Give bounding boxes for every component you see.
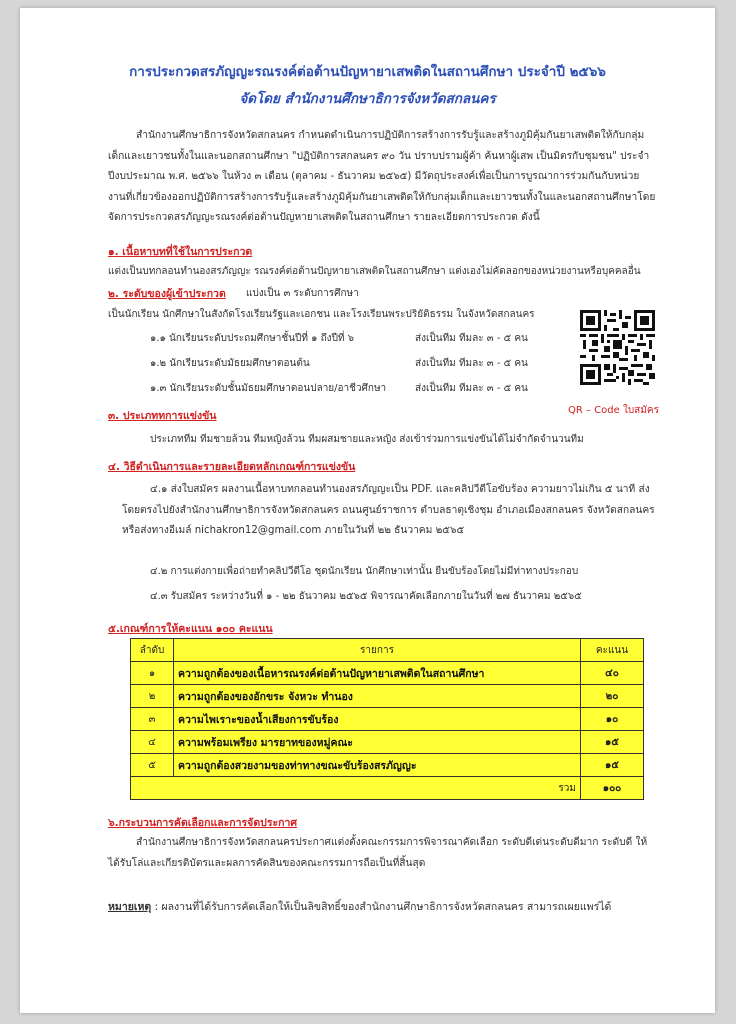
table-total-row <box>131 777 644 800</box>
row-score: ๔๐ <box>581 662 644 685</box>
table-row <box>131 731 644 754</box>
row-item: ความถูกต้องของเนื้อหารณรงค์ต่อต้านปัญหายาเสพติดในสถานศึกษา <box>174 662 581 685</box>
intro-paragraph: สำนักงานศึกษาธิการจังหวัดสกลนคร กำหนดดำเนินการปฏิบัติการสร้างการรับรู้และสร้างภูมิคุ้มกันยาเสพติดให้กับกลุ่มเด็กและเยาวชนทั้งในและนอกสถานศึกษา "ปฏิบัติการสกลนคร ๙๐ วัน ปราบปรามผู้ค้า ค้นหาผู้เสพ เป็นมิตรกับชุมชน" ประจำปีงบประมาณ พ.ศ. ๒๕๖๖ ในห้วง ๓ เดือน (ตุลาคม - ธันวาคม ๒๕๖๕) มีวัตถุประสงค์เพื่อเป็นการบูรณาการร่วมกันกับหน่วยงานที่เกี่ยวข้องออกปฏิบัติการสร้างการรับรู้และสร้างภูมิคุ้มกันยาเสพติดให้กับกลุ่มเด็กและเยาวชนทั้งในและนอกสถานศึกษาโดยจัดการประกวดสรภัญญะรณรงค์ต่อต้านปัญหายาเสพติดในสถานศึกษา รายละเอียดการประกวด ดังนี้ <box>108 130 656 223</box>
level-1-label: ๑.๑ นักเรียนระดับประถมศึกษาชั้นปีที่ ๑ ถึงปีที่ ๖ <box>150 333 355 344</box>
table-row <box>131 708 644 731</box>
note-label: หมายเหตุ <box>108 901 152 913</box>
table-row <box>131 754 644 777</box>
section1-text: แต่งเป็นบทกลอนทำนองสรภัญญะ รณรงค์ต่อต้านปัญหายาเสพติดในสถานศึกษา แต่งเองไม่คัดลอกของหน่วยงานหรือบุคคลอื่น <box>108 266 641 277</box>
note-line <box>108 898 611 915</box>
section1-heading: ๑. เนื้อหาบทที่ใช้ในการประกวด <box>108 246 253 258</box>
row-item: ความถูกต้องของอักขระ จังหวะ ทำนอง <box>174 685 581 708</box>
qr-caption: QR – Code ใบสมัคร <box>568 405 659 416</box>
row-no: ๔ <box>131 731 174 754</box>
qr-code-icon[interactable] <box>580 310 655 385</box>
section3-heading: ๓. ประเภททการแข่งขัน <box>108 410 217 422</box>
col-score-header: คะแนน <box>581 639 644 662</box>
row-score: ๒๐ <box>581 685 644 708</box>
table-row <box>131 662 644 685</box>
section6-heading: ๖.กระบวนการคัดเลือกและการจัดประกาศ <box>108 817 298 829</box>
row-item: ความไพเราะของน้ำเสียงการขับร้อง <box>174 708 581 731</box>
section2-heading: ๒. ระดับของผู้เข้าประกวด <box>108 288 226 300</box>
section6-text: สำนักงานศึกษาธิการจังหวัดสกลนครประกาศแต่งตั้งคณะกรรมการพิจารณาคัดเลือก ระดับดีเด่นระดับดีมาก ระดับดี ให้ได้รับโล่และเกียรติบัตรและผลการคัดสินของคณะกรรมการถือเป็นที่สิ้นสุด <box>108 837 648 869</box>
row-score: ๑๐ <box>581 708 644 731</box>
row-no: ๒ <box>131 685 174 708</box>
document-organizer: จัดโดย สำนักงานศึกษาธิการจังหวัดสกลนคร <box>239 91 496 107</box>
row-score: ๑๕ <box>581 731 644 754</box>
score-table <box>130 638 644 800</box>
section5-heading: ๕.เกณฑ์การให้คะแนน ๑๐๐ คะแนน <box>108 623 273 635</box>
level-3-team: ส่งเป็นทีม ทีมละ ๓ - ๕ คน <box>415 383 528 394</box>
section4-item-3: ๔.๓ รับสมัคร ระหว่างวันที่ ๑ - ๒๒ ธันวาคม ๒๕๖๕ พิจารณาคัดเลือกภายในวันที่ ๒๗ ธันวาคม ๒๕๖๕ <box>150 591 582 602</box>
note-text: : ผลงานที่ได้รับการคัดเลือกให้เป็นลิขสิทธิ์ของสำนักงานศึกษาธิการจังหวัดสกลนคร สามารถเผยแพร่ได้ <box>151 901 612 913</box>
row-score: ๑๕ <box>581 754 644 777</box>
level-1-team: ส่งเป็นทีม ทีมละ ๓ - ๕ คน <box>415 333 528 344</box>
document-title: การประกวดสรภัญญะรณรงค์ต่อต้านปัญหายาเสพติดในสถานศึกษา ประจำปี ๒๕๖๖ <box>129 64 606 80</box>
table-row <box>131 685 644 708</box>
row-no: ๕ <box>131 754 174 777</box>
row-no: ๑ <box>131 662 174 685</box>
section2-subtitle: แบ่งเป็น ๓ ระดับการศึกษา <box>246 288 359 299</box>
total-score: ๑๐๐ <box>581 777 644 800</box>
col-no-header: ลำดับ <box>131 639 174 662</box>
col-item-header: รายการ <box>174 639 581 662</box>
row-item: ความพร้อมเพรียง มารยาทของหมู่คณะ <box>174 731 581 754</box>
document-page <box>20 8 715 1013</box>
section4-heading: ๔. วิธีดำเนินการและรายละเอียดหลักเกณฑ์การแข่งขัน <box>108 461 356 473</box>
row-item: ความถูกต้องสวยงามของท่าทางขณะขับร้องสรภัญญะ <box>174 754 581 777</box>
section3-text: ประเภททีม ทีมชายล้วน ทีมหญิงล้วน ทีมผสมชายและหญิง ส่งเข้าร่วมการแข่งขันได้ไม่จำกัดจำนวนทีม <box>150 434 584 445</box>
section4-item-1: ๔.๑ ส่งใบสมัคร ผลงานเนื้อหาบทกลอนทำนองสรภัญญะเป็น PDF. และคลิปวีดีโอขับร้อง ความยาวไม่เกิน ๕ นาที ส่งโดยตรงไปยังสำนักงานศึกษาธิการจังหวัดสกลนคร ถนนศูนย์ราชการ ตำบลธาตุเชิงชุม อำเภอเมืองสกลนคร จังหวัดสกลนคร หรือส่งทางอีเมล์ nichakron12@gmail.com ภายในวันที่ ๒๒ ธันวาคม ๒๕๖๕ <box>122 484 655 536</box>
row-no: ๓ <box>131 708 174 731</box>
level-3-label: ๑.๓ นักเรียนระดับชั้นมัธยมศึกษาตอนปลาย/อาชีวศึกษา <box>150 383 387 394</box>
table-header-row <box>131 639 644 662</box>
section4-item-2: ๔.๒ การแต่งกายเพื่อถ่ายทำคลิปวีดีโอ ชุดนักเรียน นักศึกษาเท่านั้น ยืนขับร้องโดยไม่มีท่าทางประกอบ <box>150 566 579 577</box>
level-2-team: ส่งเป็นทีม ทีมละ ๓ - ๕ คน <box>415 358 528 369</box>
section2-text: เป็นนักเรียน นักศึกษาในสังกัดโรงเรียนรัฐและเอกชน และโรงเรียนพระปริยัติธรรม ในจังหวัดสกลนคร <box>108 309 535 320</box>
total-label: รวม <box>174 777 581 800</box>
level-2-label: ๑.๒ นักเรียนระดับมัธยมศึกษาตอนต้น <box>150 358 310 369</box>
